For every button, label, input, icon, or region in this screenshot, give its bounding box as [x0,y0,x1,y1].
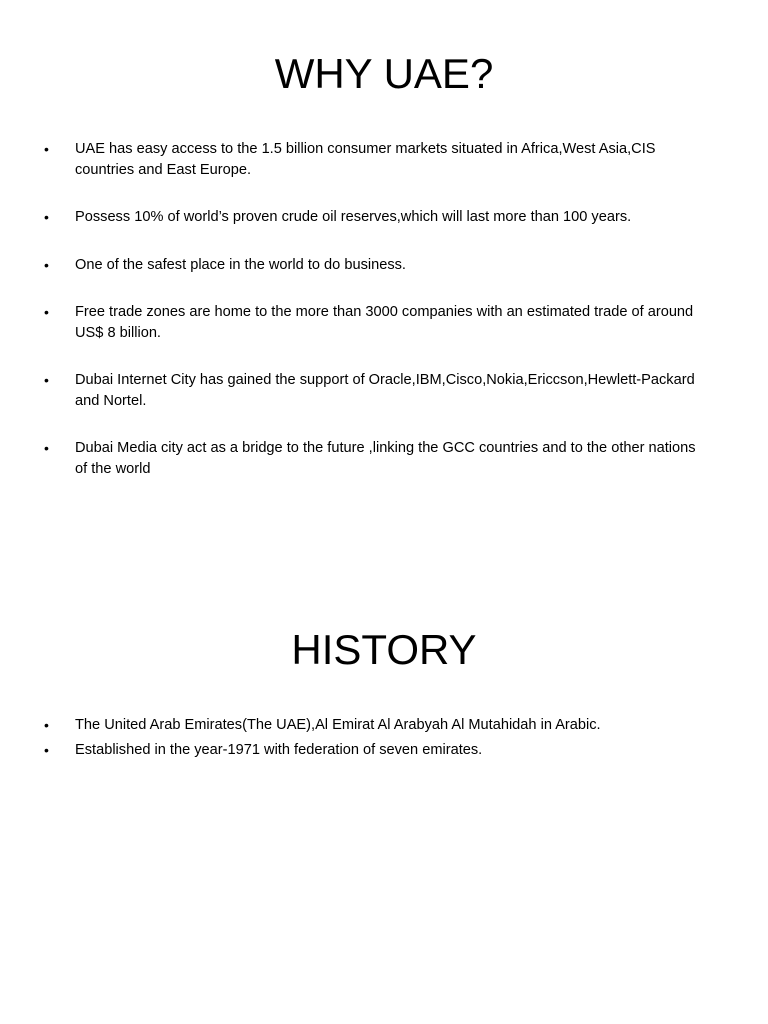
bullet-icon: • [44,141,49,157]
bullet-item [0,255,768,276]
bullet-text: Dubai Media city act as a bridge to the future ,linking the GCC countries and to the other nations of the world [75,440,696,477]
bullet-icon: • [44,256,49,273]
bullet-item [0,438,768,479]
slide-title: HISTORY [291,626,477,673]
bullet-item [0,715,768,736]
bullet-icon: • [44,209,49,225]
bullet-item [0,740,768,761]
bullet-list [0,139,768,506]
bullet-text: UAE has easy access to the 1.5 billion consumer markets situated in Africa,West Asia,CIS countries and East Europe. [75,141,656,178]
bullet-item [0,302,768,343]
bullet-icon: • [44,304,49,320]
bullet-text: The United Arab Emirates(The UAE),Al Emirat Al Arabyah Al Mutahidah in Arabic. [75,717,601,733]
bullet-item [0,370,768,411]
bullet-text: One of the safest place in the world to do business. [75,256,406,273]
bullet-icon: • [44,717,49,733]
bullet-icon: • [44,440,49,456]
slide-title: WHY UAE? [274,50,494,97]
bullet-text: Established in the year-1971 with federation of seven emirates. [75,741,483,758]
bullet-icon: • [44,372,49,388]
bullet-icon: • [44,741,49,758]
bullet-item [0,207,768,228]
bullet-item [0,139,768,180]
bullet-list [0,715,768,764]
bullet-text: Free trade zones are home to the more than 3000 companies with an estimated trade of around US$ 8 billion. [75,304,694,341]
bullet-text: Possess 10% of world’s proven crude oil reserves,which will last more than 100 years. [75,209,632,225]
slide-history [0,560,768,1024]
bullet-text: Dubai Internet City has gained the support of Oracle,IBM,Cisco,Nokia,Ericcson,Hewlett-Packard and Nortel. [75,372,695,409]
